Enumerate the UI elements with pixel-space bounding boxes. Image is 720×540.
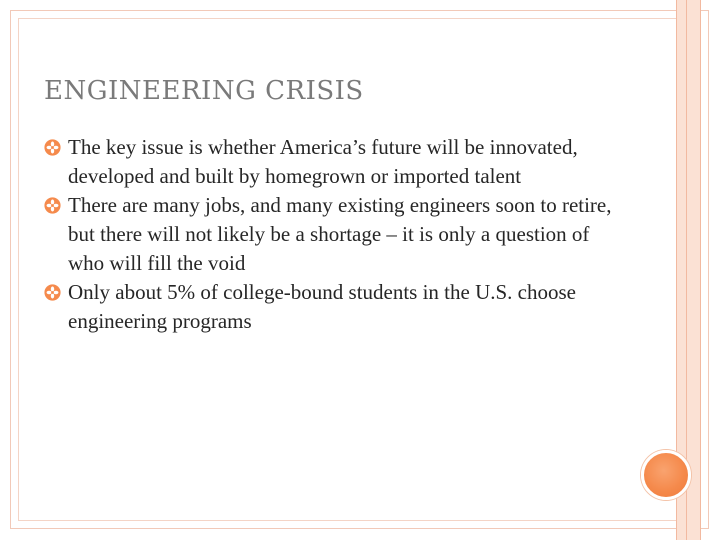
- bullet-item: [44, 191, 614, 278]
- flower-bullet-icon: [44, 139, 61, 156]
- side-stripe-edge-right: [700, 0, 701, 540]
- bullet-text: Only about 5% of college-bound students in the U.S. choose engineering programs: [68, 280, 576, 333]
- side-stripe-line-mid: [686, 0, 687, 540]
- bullet-item: [44, 133, 614, 191]
- bullet-text: The key issue is whether America’s future will be innovated, developed and built by homegrown or imported talent: [68, 135, 578, 188]
- flower-bullet-icon: [44, 284, 61, 301]
- bullet-item: [44, 278, 614, 336]
- decorative-orb-icon: [641, 450, 691, 500]
- slide-title: ENGINEERING CRISIS: [44, 76, 364, 106]
- flower-bullet-icon: [44, 197, 61, 214]
- bullet-list: [44, 133, 614, 336]
- bullet-text: There are many jobs, and many existing engineers soon to retire, but there will not likely be a shortage – it is only a question of who will fill the void: [68, 193, 612, 275]
